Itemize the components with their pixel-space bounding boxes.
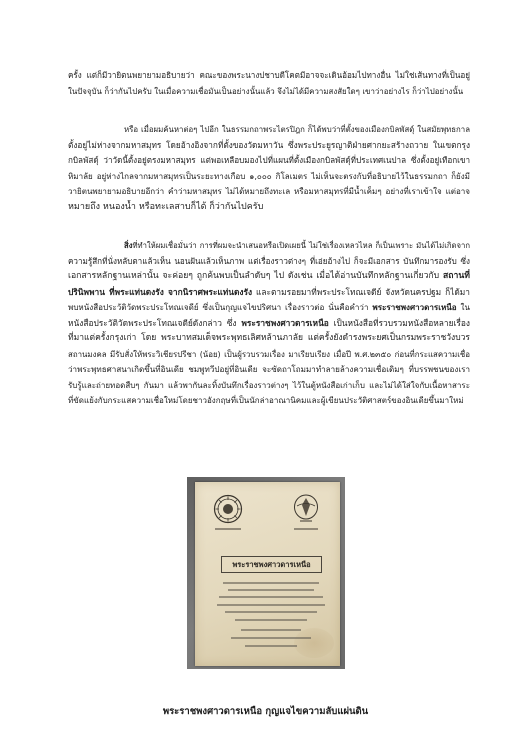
text-line — [68, 269, 470, 285]
text-line-content — [96, 122, 470, 138]
text-segment: ที่มาแต่ครั้งกรุงเก่า โดย พระบาทสมเด็จพระพุทธเลิศหล้านภาลัย แต่ครั้งยังดำรงพระยศเป็นกรมพระราชวังบวร — [68, 333, 470, 343]
text-line — [68, 331, 470, 347]
text-segment: หิมาลัย อยู่ห่างไกลจากมหาสมุทรเป็นระยะทางเกือบ ๑,๐๐๐ กิโลเมตร ไม่เห็นจะตรงกับที่อธิบายไว้ในธรรมกถา ก็ยังมี — [68, 171, 470, 181]
text-line-content — [68, 285, 470, 301]
cover-text-line — [235, 619, 307, 621]
paragraph-1 — [68, 68, 470, 99]
text-segment: ว่าพระพุทธศาสนาเกิดขึ้นที่อินเดีย ชมพูทวีปอยู่ที่อินเดีย จะซัดถาโถมมาทำลายล้างความเชื่อเดิมๆ ที่บรรพชนของเรา — [68, 364, 470, 374]
cover-text-line — [219, 596, 323, 598]
text-line-content — [96, 238, 470, 254]
paragraph-3 — [68, 238, 470, 409]
crest-caption-line — [294, 528, 318, 530]
text-segment: ที่ขัดแย้งกับกระแสความเชื่อใหม่โดยชาวอังกฤษที่เป็นนักล่าอาณานิคมและผู้เขียนประวัติศาสตร์ของอินเดียขึ้นมาใหม่ — [68, 396, 464, 405]
text-line — [68, 84, 470, 100]
text-segment: สถานมงคล มีรับสั่งให้พระวิเชียรปรีชา (น้อย) เป็นผู้รวบรวมเรื่อง มาเรียบเรียง เมื่อปี พ.ศ.๒๓๕๐ ก่อนที่กระแสความเชื่อ — [68, 349, 470, 359]
text-line — [68, 169, 470, 185]
text-line-content — [68, 378, 470, 394]
cover-text-line — [217, 604, 325, 606]
paragraph-2 — [68, 122, 470, 215]
bold-text-segment: พระราชพงศาวดารเหนือ — [241, 317, 329, 328]
text-line-content — [68, 393, 464, 409]
book-cover-title: พระราชพงศาวดารเหนือ — [221, 556, 322, 573]
text-line-content — [68, 347, 470, 363]
text-line-content — [68, 331, 470, 347]
book-photo — [187, 477, 345, 669]
text-line-content — [68, 362, 470, 378]
text-line-content — [68, 316, 470, 332]
text-segment: เอกสารหลักฐานเหล่านั้น จะค่อยๆ ถูกค้นพบเป็นลำดับๆ ไป ดังเช่น เมื่อได้อ่านบันทึกหลักฐานเกี่ยวกับ — [68, 271, 443, 281]
text-line — [68, 184, 470, 200]
text-segment: วายิตนพยายามอธิบายอีกว่า คำว่ามหาสมุทร ไม่ได้หมายถึงทะเล หรือมหาสมุทรที่มีน้ำเค็มๆ อย่างที่เราเข้าใจ แต่อาจ — [68, 187, 470, 196]
text-line-content — [68, 200, 263, 216]
text-segment: ครั้ง แต่ก็มีวายิตนพยายามอธิบายว่า คณะของพระนางปชาบดีโคตมีอาจจะเดินอ้อมไปทางอื่น ไม่ใช่เส้นทางที่เป็นอยู่ — [68, 70, 470, 80]
text-segment: หรือ เมื่อผมค้นหาต่อๆ ไปอีก ในธรรมกถาพระไตรปิฎก ก็ได้พบว่าที่ตั้งของเมืองกบิลพัสดุ์ ในสมัยพุทธกาล — [124, 125, 470, 134]
crest-emblem-icon — [293, 494, 319, 522]
seal-caption-line — [215, 528, 241, 530]
text-line-content — [68, 269, 470, 285]
cover-stain — [294, 628, 334, 658]
text-line-content — [68, 300, 470, 316]
text-line-content — [68, 254, 470, 270]
text-line-content — [68, 184, 470, 200]
text-line — [68, 300, 470, 316]
text-line-content — [68, 68, 470, 84]
text-segment: และตามรอยมาที่พระประโทณเจดีย์ จังหวัดนครปฐม ก็ได้มา — [252, 286, 470, 297]
bold-text-segment: สิ่ง — [124, 241, 133, 250]
cover-text-line — [231, 637, 311, 639]
text-line-content — [68, 169, 470, 185]
text-segment: รับรู้และถ่ายทอดสืบๆ กันมา แล้วพากันละทิ้งบันทึกเรื่องราวต่างๆ ไว้ในตู้หนังสือเก่าเก็บ และไม่ได้ใส่ใจกับเนื้อหาสาระ — [68, 380, 470, 390]
text-segment: ตั้งอยู่ไม่ห่างจากมหาสมุทร โดยอ้างอิงจากที่ตั้งของวัดมหาวัน ซึ่งพระประยูรญาติฝ่ายศากยะสร้างถวาย ในเขตกรุง — [68, 139, 470, 150]
bold-text-segment: ปรินิพพาน ที่พระแท่นดงรัง จากนิราศพระแท่นดงรัง — [68, 286, 253, 297]
text-line — [68, 316, 470, 332]
book-cover — [195, 482, 340, 666]
text-segment: ใน — [456, 303, 470, 312]
figure-caption: พระราชพงศาวดารเหนือ กุญแจไขความลับแผ่นดิน — [162, 706, 369, 717]
text-segment: หนังสือประวัติวัดพระประโทณเจดีย์ดังกล่าว ซึ่ง — [68, 317, 242, 328]
text-segment: ในปัจจุบัน ก็ว่ากันไปครับ ในเมื่อความเชื่อมันเป็นอย่างนั้นแล้ว จึงไม่ได้มีความสงสัยใดๆ เขาว่าอย่างไร ก็ว่าไปอย่างนั้น — [68, 86, 464, 96]
bold-text-segment: สถานที่ — [442, 271, 470, 281]
cover-text-line — [223, 582, 319, 584]
text-line — [68, 153, 470, 169]
text-segment: กบิลพัสดุ์ ว่าวัดนี้ตั้งอยู่ตรงมหาสมุทร แต่พอเหลือบมองไปที่แผนที่ตั้งเมืองกบิลพัสดุ์ที่ประเทศเนปาล ซึ่งตั้งอยู่เทือกเขา — [68, 155, 470, 165]
text-line — [68, 68, 470, 84]
cover-text-line — [225, 611, 317, 613]
text-line-content — [68, 84, 463, 100]
text-line-content — [68, 153, 470, 169]
text-line — [68, 138, 470, 154]
text-segment: ความรู้สึกที่นั่งหลับตาแล้วเห็น นอนฝันแล้วเห็นภาพ แต่เรื่องราวต่างๆ ที่เอ่ยอ้างไป ก็จะมีเอกสาร บันทึกมารองรับ ซึ่ง — [68, 255, 470, 266]
text-line — [68, 378, 470, 394]
text-segment: หมายถึง หนองน้ำ หรือทะเลสาบก็ได้ ก็ว่ากันไปครับ — [68, 201, 264, 212]
text-line — [68, 200, 470, 216]
cover-text-line — [245, 645, 297, 647]
text-segment: พบหนังสือประวัติวัดพระประโทณเจดีย์ ซึ่งเป็นกุญแจไขปริศนา เรื่องราวต่อ นั่นคือคำว่า — [68, 303, 373, 312]
text-line — [68, 238, 470, 254]
bold-text-segment: พระราชพงศาวดารเหนือ — [372, 303, 457, 312]
text-line — [68, 285, 470, 301]
text-segment: ที่ทำให้ผมเชื่อมั่นว่า การที่ผมจะนำเสนอหรือเปิดเผยนี้ ไม่ใช่เรื่องเหลวไหล ก็เป็นเพราะ มันได้ไม่เกิดจาก — [132, 241, 470, 250]
text-line — [68, 122, 470, 138]
text-line-content — [68, 138, 470, 154]
text-line — [68, 254, 470, 270]
cover-text-line — [228, 589, 314, 591]
text-segment: เป็นหนังสือที่รวบรวมหนังสือหลายเรื่อง — [328, 317, 470, 328]
text-line — [68, 362, 470, 378]
text-line — [68, 347, 470, 363]
article-body — [68, 68, 470, 409]
text-line — [68, 393, 470, 409]
royal-seal-icon — [213, 494, 243, 524]
cover-text-line — [241, 629, 301, 631]
